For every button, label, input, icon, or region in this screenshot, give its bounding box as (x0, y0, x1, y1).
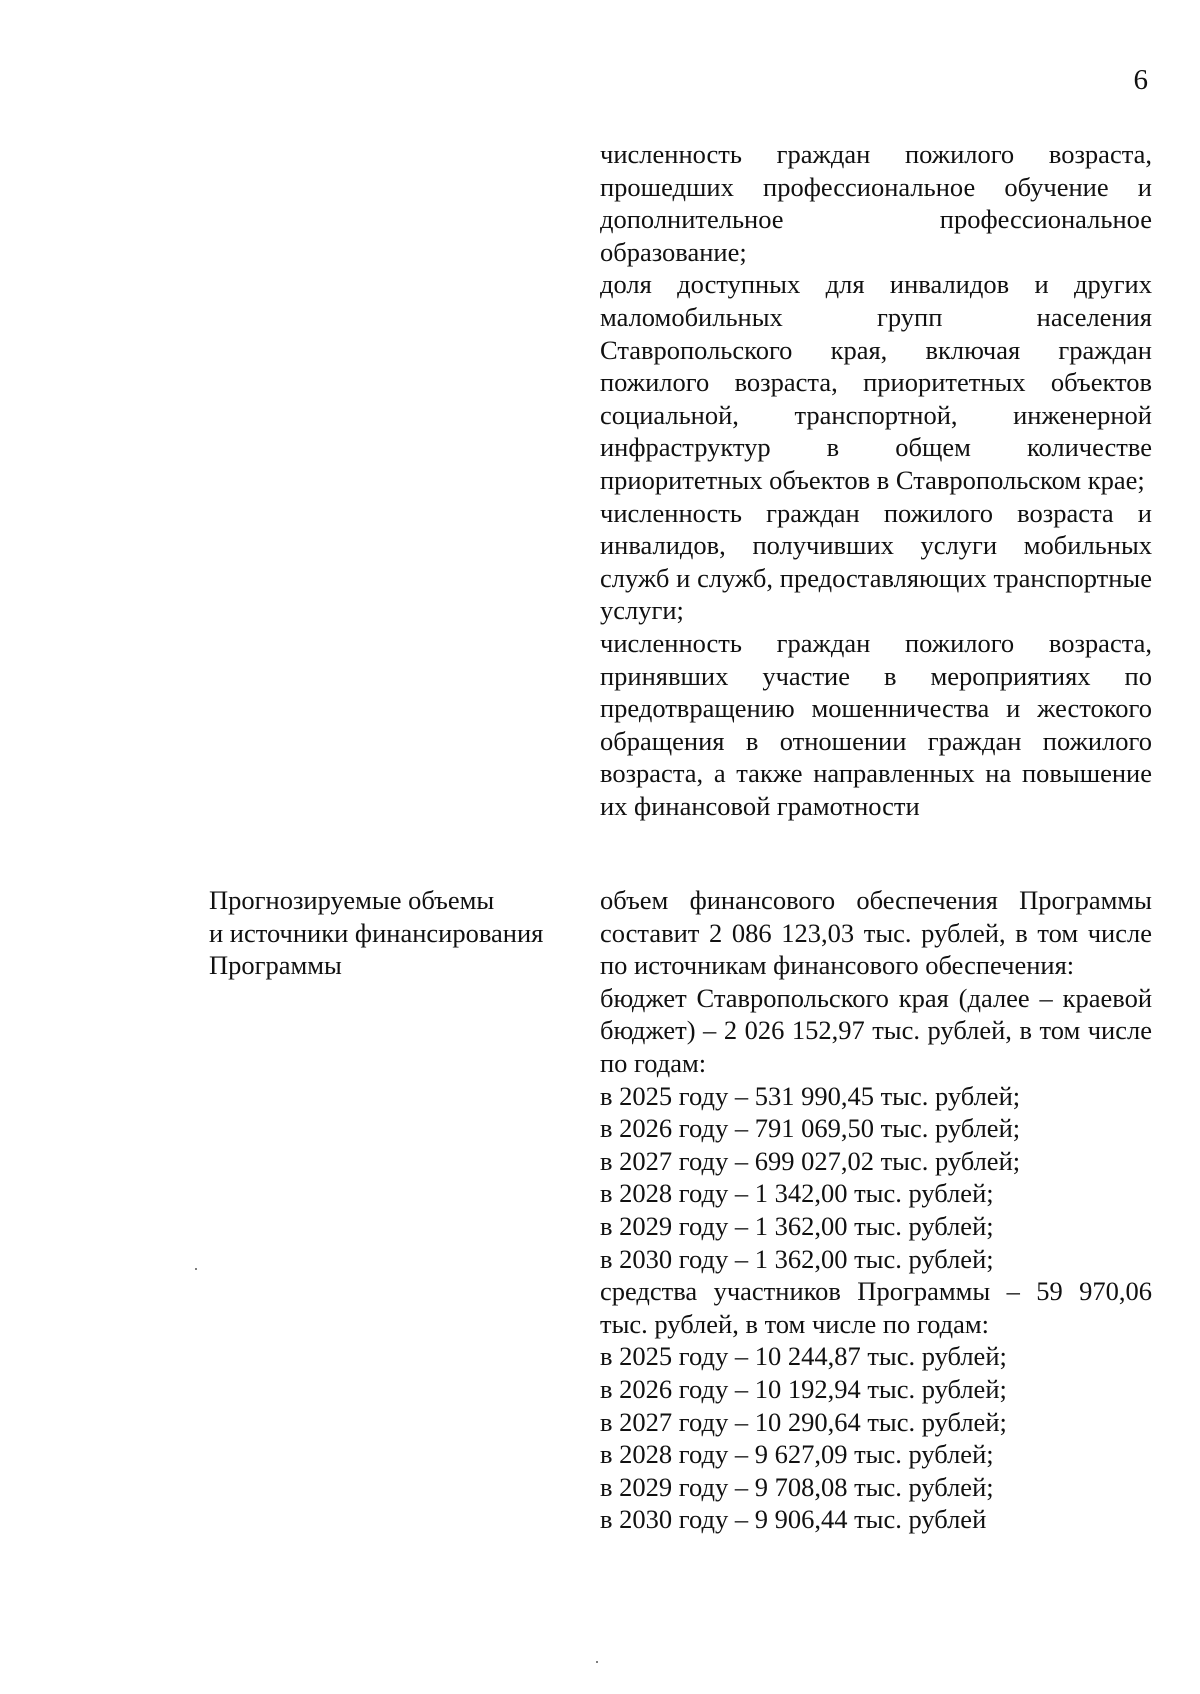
participants-year-2027: в 2027 году – 10 290,64 тыс. рублей; (600, 1406, 1007, 1437)
regional-budget-year-2030: в 2030 году – 1 362,00 тыс. рублей; (600, 1243, 994, 1274)
participants-year-2028: в 2028 году – 9 627,09 тыс. рублей; (600, 1439, 994, 1470)
indicator-item: численность граждан пожилого возраста и инвалидов, получивших услуги мобильных служб и служб, предоставляющих транспортные услуги; (600, 497, 1152, 626)
regional-budget-year-2026: в 2026 году – 791 069,50 тыс. рублей; (600, 1113, 1021, 1144)
regional-budget-intro: бюджет Ставропольского края (далее – краевой бюджет) – 2 026 152,97 тыс. рублей, в том числе по годам: (600, 982, 1152, 1078)
financing-label-line: Программы (209, 950, 342, 981)
indicator-item: численность граждан пожилого возраста, принявших участие в мероприятиях по предотвращению мошенничества и жестокого обращения в отношении граждан пожилого возраста, а также направленных на повышение их финансовой грамотности (600, 627, 1152, 821)
financing-row (209, 884, 1152, 1536)
regional-budget-year-2029: в 2029 году – 1 362,00 тыс. рублей; (600, 1210, 994, 1241)
regional-budget-year-2028: в 2028 году – 1 342,00 тыс. рублей; (600, 1178, 994, 1209)
scan-speck (195, 1268, 197, 1270)
indicator-item: численность граждан пожилого возраста, прошедших профессиональное обучение и дополнительное профессиональное образование; (600, 139, 1152, 267)
participants-intro: средства участников Программы – 59 970,06 тыс. рублей, в том числе по годам: (600, 1276, 1152, 1339)
financing-details (600, 884, 1152, 1536)
target-indicators-list (600, 138, 1152, 822)
regional-budget-year-2025: в 2025 году – 531 990,45 тыс. рублей; (600, 1080, 1021, 1111)
financing-intro: объем финансового обеспечения Программы составит 2 086 123,03 тыс. рублей, в том числе по источникам финансового обеспечения: (600, 885, 1152, 981)
participants-year-2030: в 2030 году – 9 906,44 тыс. рублей (600, 1504, 987, 1535)
participants-year-2029: в 2029 году – 9 708,08 тыс. рублей; (600, 1471, 994, 1502)
financing-label-line: и источники финансирования (209, 917, 544, 948)
financing-label-line: Прогнозируемые объемы (209, 885, 495, 915)
participants-year-2025: в 2025 году – 10 244,87 тыс. рублей; (600, 1341, 1007, 1372)
page-number: 6 (1133, 64, 1148, 96)
scan-speck (596, 1661, 598, 1663)
participants-year-2026: в 2026 году – 10 192,94 тыс. рублей; (600, 1373, 1007, 1404)
indicator-item: доля доступных для инвалидов и других маломобильных групп населения Ставропольского края, включая граждан пожилого возраста, приоритетных объектов социальной, транспортной, инженерной инфраструктур в общем количестве приоритетных объектов в Ставропольском крае; (600, 269, 1152, 495)
financing-label (209, 884, 600, 1536)
regional-budget-year-2027: в 2027 году – 699 027,02 тыс. рублей; (600, 1145, 1021, 1176)
